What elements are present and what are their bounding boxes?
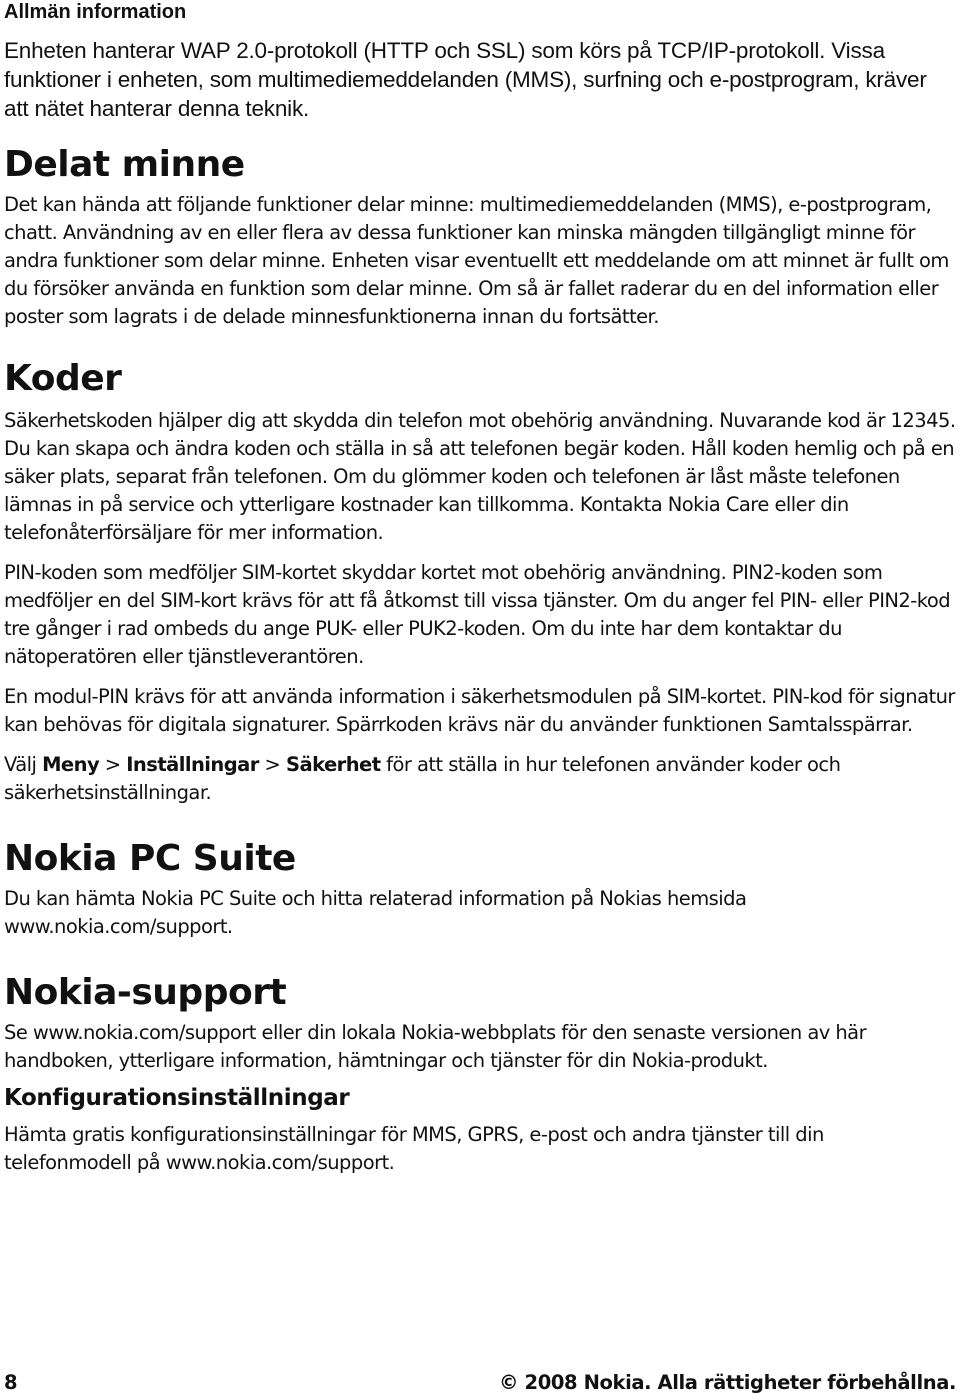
- manual-page: [4, 0, 956, 1177]
- menu-path-settings: Inställningar: [126, 753, 259, 776]
- menu-path-separator: >: [104, 753, 121, 776]
- menu-path-suffix: för att ställa in hur telefonen använder koder och säkerhetsinställningar.: [4, 753, 841, 804]
- support-paragraph: Se www.nokia.com/support eller din lokala Nokia-webbplats för den senaste versionen av här handboken, ytterligare information, hämtningar och tjänster för din Nokia-produkt.: [4, 1021, 867, 1072]
- codes-paragraph-module-pin: En modul-PIN krävs för att använda information i säkerhetsmodulen på SIM-kortet. PIN-kod för signatur kan behövas för digitala signaturer. Spärrkoden krävs när du använder funktionen Samtalsspärrar.: [4, 685, 955, 736]
- general-paragraph: Enheten hanterar WAP 2.0-protokoll (HTTP och SSL) som körs på TCP/IP-protokoll. Vissa funktioner i enheten, som multimediemeddelanden (MMS), surfning och e-postprogram, kräver att nätet hanterar denna teknik.: [4, 38, 927, 121]
- menu-path-menu: Meny: [42, 753, 100, 776]
- codes-paragraph-pin: PIN-koden som medföljer SIM-kortet skyddar kortet mot obehörig användning. PIN2-koden som medföljer en del SIM-kort krävs för att få åtkomst till vissa tjänster. Om du anger fel PIN- eller PIN2-kod tre gånger i rad ombeds du ange PUK- eller PUK2-koden. Om du inte har dem kontaktar du nätoperatören eller tjänstleverantören.: [4, 561, 951, 668]
- heading-codes: Koder: [4, 358, 122, 399]
- copyright-notice: © 2008 Nokia. Alla rättigheter förbehållna.: [499, 1371, 956, 1394]
- heading-pc-suite: Nokia PC Suite: [4, 838, 296, 879]
- section-title-general: Allmän information: [4, 1, 187, 23]
- heading-shared-memory: Delat minne: [4, 144, 245, 185]
- menu-path-separator: >: [264, 753, 281, 776]
- pc-suite-paragraph: Du kan hämta Nokia PC Suite och hitta relaterad information på Nokias hemsida www.nokia.com/support.: [4, 887, 747, 938]
- shared-memory-paragraph: Det kan hända att följande funktioner delar minne: multimediemeddelanden (MMS), e-postprogram, chatt. Användning av en eller flera av dessa funktioner kan minska mängden tillgängligt minne för andra funktioner som delar minne. Enheten visar eventuellt ett meddelande om att minnet är fullt om du försöker använda en funktion som delar minne. Om så är fallet raderar du en del information eller poster som lagrats i de delade minnesfunktionerna innan du fortsätter.: [4, 193, 949, 328]
- heading-configuration: Konfigurationsinställningar: [4, 1085, 350, 1111]
- codes-paragraph-menu-path: [4, 751, 956, 807]
- menu-path-security: Säkerhet: [285, 753, 381, 776]
- page-number: 8: [4, 1371, 18, 1394]
- configuration-paragraph: Hämta gratis konfigurationsinställningar för MMS, GPRS, e-post och andra tjänster till din telefonmodell på www.nokia.com/support.: [4, 1123, 824, 1174]
- heading-nokia-support: Nokia-support: [4, 972, 287, 1013]
- menu-path-prefix: Välj: [4, 753, 37, 776]
- page-footer: [4, 1369, 956, 1397]
- codes-paragraph-security-code: Säkerhetskoden hjälper dig att skydda din telefon mot obehörig användning. Nuvarande kod är 12345. Du kan skapa och ändra koden och ställa in så att telefonen begär koden. Håll koden hemlig och på en säker plats, separat från telefonen. Om du glömmer koden och telefonen är låst måste telefonen lämnas in på service och ytterligare kostnader kan tillkomma. Kontakta Nokia Care eller din telefonåterförsäljare för mer information.: [4, 409, 956, 544]
